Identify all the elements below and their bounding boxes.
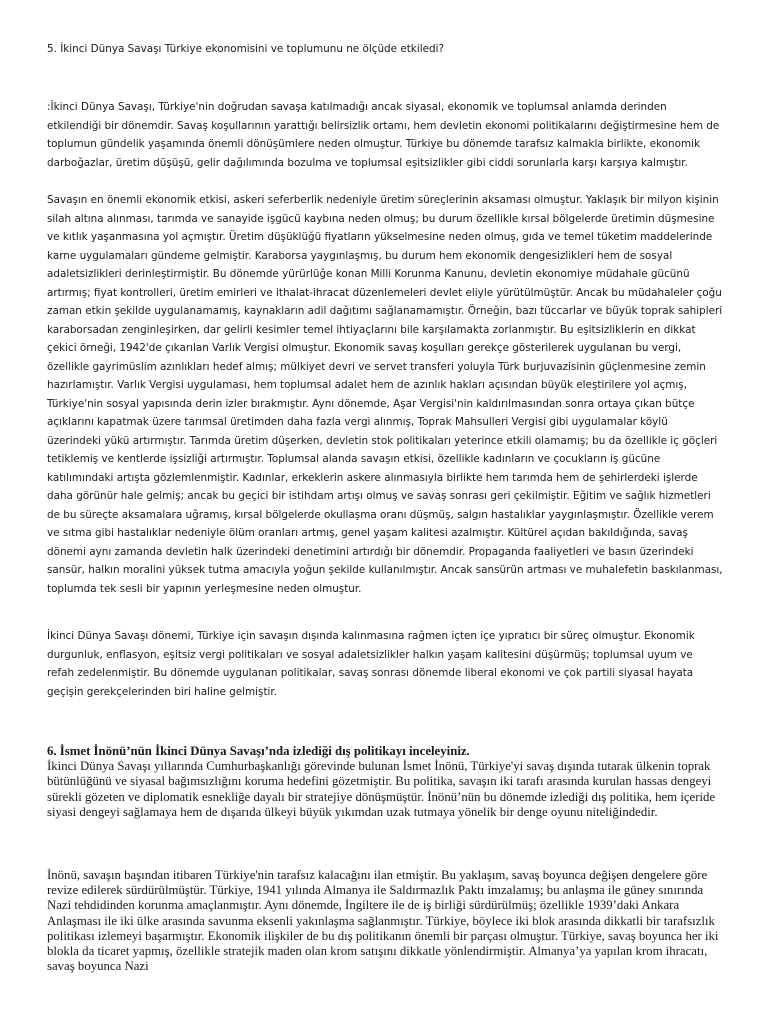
question-5-heading: 5. İkinci Dünya Savaşı Türkiye ekonomisini ve toplumunu ne ölçüde etkiledi? xyxy=(47,43,444,55)
question-6-section xyxy=(47,744,723,820)
answer-5-paragraph-2: Savaşın en önemli ekonomik etkisi, askeri seferberlik nedeniyle üretim süreçlerinin aksaması olmuştur. Yaklaşık bir milyon kişinin silah altına alınması, tarımda ve sanayide işgücü kaybına neden olmuş; bu durum özellikle kırsal bölgelerde üretimin düşmesine ve kıtlık yaşanmasına yol açmıştır. Üretim düşüklüğü fiyatların yükselmesine neden olmuş, gıda ve temel tüketim maddelerinde karne uygulamaları gündeme gelmiştir. Karaborsa yaygınlaşmış, bu durum hem ekonomik dengesizlikleri hem de sosyal adaletsizlikleri derinleştirmiştir. Bu dönemde yürürlüğe konan Milli Korunma Kanunu, devletin ekonomiye müdahale gücünü artırmış; fiyat kontrolleri, üretim emirleri ve ithalat-ihracat düzenlemeleri devlet eliyle yürütülmüştür. Ancak bu müdahaleler çoğu zaman etkin şekilde uygulanamamış, kaynakların adil dağıtımı sağlanamamıştır. Örneğin, bazı tüccarlar ve büyük toprak sahipleri karaborsadan zenginleşirken, dar gelirli kesimler temel ihtiyaçlarını bile karşılamakta zorlanmıştır. Bu eşitsizliklerin en dikkat çekici örneği, 1942'de çıkarılan Varlık Vergisi olmuştur. Ekonomik savaş koşulları gerekçe gösterilerek uygulanan bu vergi, özellikle gayrimüslim azınlıkları hedef almış; mülkiyet devri ve servet transferi yoluyla Türk burjuvazisinin güçlenmesine zemin hazırlamıştır. Varlık Vergisi uygulaması, hem toplumsal adalet hem de azınlık hakları açısından büyük eleştirilere yol açmış, Türkiye'nin sosyal yapısında derin izler bırakmıştır. Aynı dönemde, Aşar Vergisi'nin kaldırılmasından sonra ortaya çıkan bütçe açıklarını kapatmak üzere tarımsal üretimden daha fazla vergi alınmış, Toprak Mahsulleri Vergisi gibi uygulamalar köylü üzerindeki yükü artırmıştır. Tarımda üretim düşerken, devletin stok politikaları yeterince etkili olamamış; bu da özellikle iç göçleri tetiklemiş ve kentlerde işsizliği artırmıştır. Toplumsal alanda savaşın etkisi, özellikle kadınların ve çocukların iş gücüne katılımındaki artışta gözlemlenmiştir. Kadınlar, erkeklerin askere alınmasıyla birlikte hem tarımda hem de şehirlerdeki işlerde daha görünür hale gelmiş; ancak bu geçici bir istihdam artışı olmuş ve savaş sonrası geri çekilmiştir. Eğitim ve sağlık hizmetleri de bu süreçte aksamalara uğramış, kırsal bölgelerde okullaşma oranı düşmüş, salgın hastalıklar yaygınlaşmıştır. Özellikle verem ve sıtma gibi hastalıklar nedeniyle ölüm oranları artmış, genel yaşam kalitesi azalmıştır. Kültürel açıdan bakıldığında, savaş dönemi aynı zamanda devletin halk üzerindeki denetimini artırdığı bir dönemdir. Propaganda faaliyetleri ve basın üzerindeki sansür, halkın moralini yüksek tutma amacıyla yoğun şekilde kullanılmıştır. Ancak sansürün artması ve muhalefetin baskılanması, toplumda tek sesli bir yapının yerleşmesine neden olmuştur. xyxy=(47,194,723,595)
answer-5-paragraph-3: İkinci Dünya Savaşı dönemi, Türkiye için savaşın dışında kalınmasına rağmen içten içe yıpratıcı bir süreç olmuştur. Ekonomik durgunluk, enflasyon, eşitsiz vergi politikaları ve sosyal adaletsizlikler halkın yaşam kalitesini düşürmüş; toplumsal uyum ve refah zedelenmiştir. Bu dönemde uygulanan politikalar, savaş sonrası dönemde liberal ekonomi ve çok partili siyasal hayata geçişin gerekçelerinden biri haline gelmiştir. xyxy=(47,630,695,698)
answer-5-paragraph-1: :İkinci Dünya Savaşı, Türkiye'nin doğrudan savaşa katılmadığı ancak siyasal, ekonomik ve toplumsal anlamda derinden etkilendiği bir dönemdir. Savaş koşullarının yarattığı belirsizlik ortamı, hem devletin ekonomi politikalarını değiştirmesine hem de toplumun gündelik yaşamında önemli dönüşümlere neden olmuştur. Türkiye bu dönemde tarafsız kalmakla birlikte, ekonomik darboğazlar, üretim düşüşü, gelir dağılımında bozulma ve toplumsal eşitsizlikler gibi ciddi sorunlarla karşı karşıya kalmıştır. xyxy=(47,101,720,169)
answer-6-paragraph: İnönü, savaşın başından itibaren Türkiye'nin tarafsız kalacağını ilan etmiştir. Bu yaklaşım, savaş boyunca değişen dengelere göre revize edilerek sürdürülmüştür. Türkiye, 1941 yılında Almanya ile Saldırmazlık Paktı imzalamış; bu anlaşma ile güney sınırında Nazi tehdidinden korunma amaçlanmıştır. Aynı dönemde, İngiltere ile de iş birliği sürdürülmüş; özellikle 1939’daki Ankara Anlaşması ile iki ülke arasında savunma eksenli yakınlaşma sağlanmıştır. Türkiye, böylece iki blok arasında dikkatli bir tarafsızlık politikası izlemeyi başarmıştır. Ekonomik ilişkiler de bu dış politikanın önemli bir parçası olmuştur. Türkiye, savaş boyunca her iki blokla da ticaret yapmış, özellikle stratejik maden olan krom satışını dikkatle yönlendirmiştir. Almanya’ya yapılan krom ihracatı, savaş boyunca Nazi xyxy=(47,868,719,974)
question-6-heading: 6. İsmet İnönü’nün İkinci Dünya Savaşı’nda izlediği dış politikayı inceleyiniz. xyxy=(47,744,470,758)
answer-6-intro: İkinci Dünya Savaşı yıllarında Cumhurbaşkanlığı görevinde bulunan İsmet İnönü, Türkiye'yi savaş dışında tutarak ülkenin toprak bütünlüğünü ve siyasal bağımsızlığını koruma hedefini gözetmiştir. Bu politika, savaşın iki tarafı arasında kurulan hassas dengeyi sürekli gözeten ve diplomatik esnekliğe dayalı bir stratejiye dönüşmüştür. İnönü’nün bu dönemde izlediği dış politika, hem içeride siyasi dengeyi sağlamaya hem de dışarıda ülkeyi büyük yıkımdan uzak tutmaya yönelik bir denge oyunu niteliğindedir. xyxy=(47,759,716,819)
